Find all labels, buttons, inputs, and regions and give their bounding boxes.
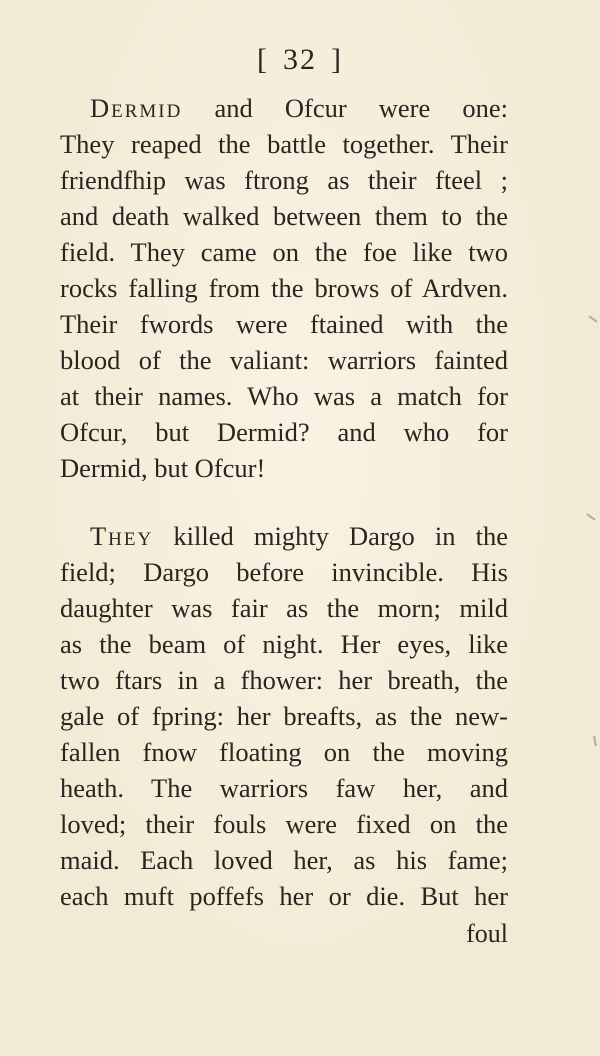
paper-mark xyxy=(588,315,597,322)
paragraph-line xyxy=(60,90,508,126)
bracket-right: ] xyxy=(331,43,343,76)
paragraph-1 xyxy=(60,90,508,486)
page-number: 32 xyxy=(283,43,317,76)
paragraph-line: field. They came on the foe like two xyxy=(60,237,508,267)
paper-mark xyxy=(586,513,595,520)
paragraph-line: field; Dargo before invincible. His xyxy=(60,557,508,587)
paper-mark xyxy=(593,736,597,746)
drop-word: Dermid xyxy=(90,93,183,123)
paragraph-line-text: and Ofcur were one: xyxy=(214,93,509,123)
paragraph-line: loved; their fouls were fixed on the xyxy=(60,809,508,839)
paragraph-line: heath. The warriors faw her, and xyxy=(60,773,508,803)
paragraph-line: as the beam of night. Her eyes, like xyxy=(60,629,508,659)
paragraph-line: Dermid, but Ofcur! xyxy=(60,453,266,483)
paragraph-2 xyxy=(60,518,508,914)
drop-word: They xyxy=(90,521,154,551)
paragraph-line: Ofcur, but Dermid? and who for xyxy=(60,417,508,447)
paragraph-line: and death walked between them to the xyxy=(60,201,508,231)
paragraph-line: gale of fpring: her breafts, as the new- xyxy=(60,701,508,731)
paragraph-line: maid. Each loved her, as his fame; xyxy=(60,845,508,875)
paragraph-line: Their fwords were ftained with the xyxy=(60,309,508,339)
paragraph-line: at their names. Who was a match for xyxy=(60,381,508,411)
paragraph-line xyxy=(60,518,508,554)
paragraph-line-text: killed mighty Dargo in the xyxy=(173,521,509,551)
paragraph-line: friendfhip was ftrong as their fteel ; xyxy=(60,165,508,195)
paragraph-line: fallen fnow floating on the moving xyxy=(60,737,508,767)
paragraph-line: two ftars in a fhower: her breath, the xyxy=(60,665,508,695)
paragraph-line: daughter was fair as the morn; mild xyxy=(60,593,508,623)
paragraph-line: rocks falling from the brows of Ardven. xyxy=(60,273,508,303)
page-number-header xyxy=(0,38,600,82)
paragraph-line: each muft poffefs her or die. But her xyxy=(60,881,508,911)
paragraph-line: blood of the valiant: warriors fainted xyxy=(60,345,508,375)
catchword: foul xyxy=(466,919,508,948)
bracket-left: [ xyxy=(257,43,269,76)
paragraph-line: They reaped the battle together. Their xyxy=(60,129,508,159)
